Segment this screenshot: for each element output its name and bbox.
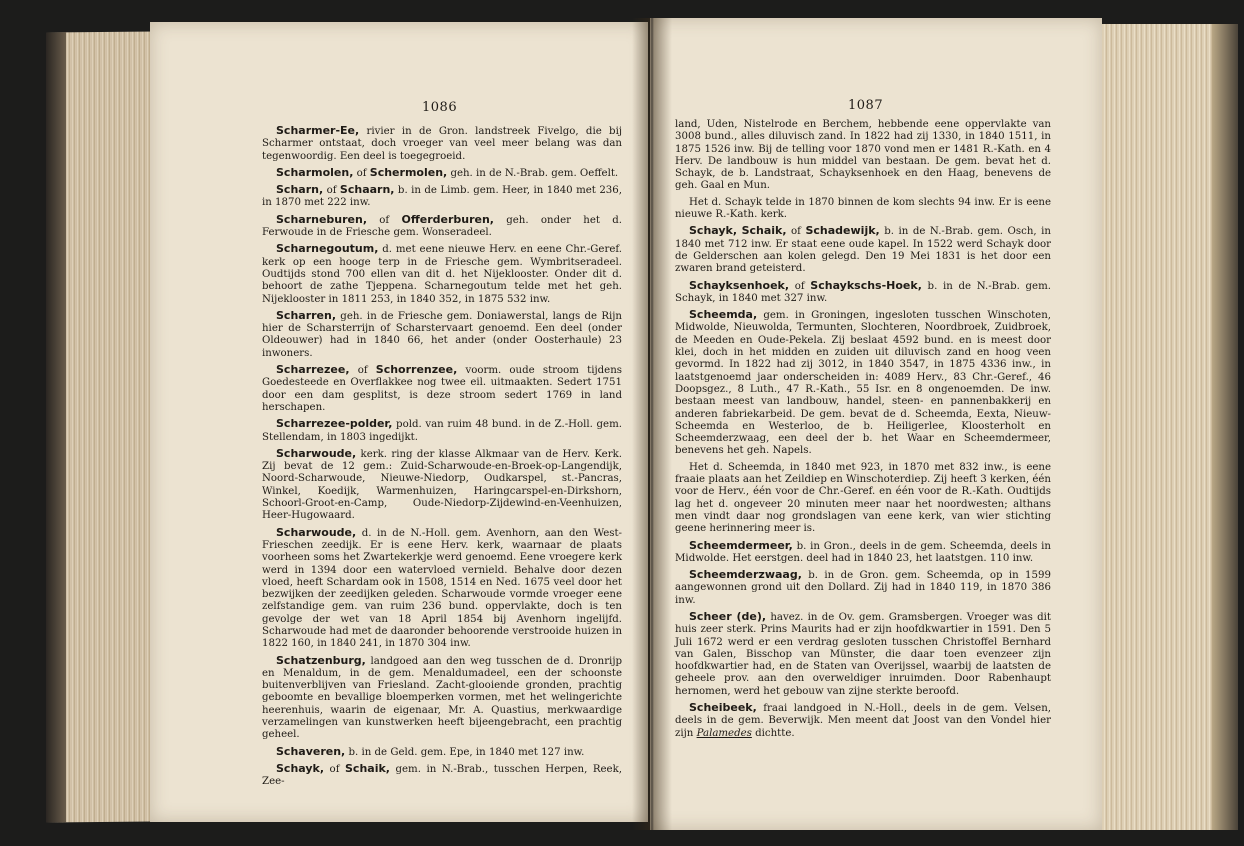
entry-paragraph (675, 197, 1051, 222)
entry-text: landgoed aan den weg tusschen de d. Dronrijp en Menaldum, in de gem. Menaldumadeel, een der schoonste buitenverblijven van Friesland. Zacht-glooiende gronden, prachtig geboomte en bevallige bloemperken vormen, met het welingerichte heerenhuis, waarin de eigenaar, Mr. A. Quastius, merkwaardige verzamelingen van kunstwerken heeft bijeengebracht, een prachtig geheel. (262, 655, 622, 741)
entry (262, 655, 622, 742)
entry-text: of (324, 763, 345, 775)
entry-headword: Scharrezee-polder, (276, 417, 393, 431)
entry-headword-alt: Schermolen, (369, 165, 448, 179)
entry-headword: Scharnegoutum, (276, 242, 379, 256)
entry (262, 746, 622, 759)
entry-headword-alt: Schaarn, (339, 183, 395, 197)
entry-headword: Scheer (de), (689, 609, 767, 623)
entry (675, 611, 1051, 698)
entry-text: d. met eene nieuwe Herv. en eene Chr.-Geref. kerk op een hooge terp in de Friesche gem. Wymbritseradeel. Oudtijds stond 700 ellen van dit d. het Nijeklooster. Onder dit d. behoort de zathe Tjeppena. Scharnegoutum telde met het geh. Nijeklooster in 1811 253, in 1840 352, in 1875 532 inw. (262, 244, 622, 305)
text-column (675, 119, 1051, 744)
page-edges-right (1098, 24, 1238, 830)
entry (675, 569, 1051, 607)
entry-text: dichtte. (751, 727, 795, 739)
entry-headword: Schayk, (689, 224, 738, 238)
entry-headword: Schayk, (276, 761, 325, 775)
entry-headword: Scheemda, (689, 308, 758, 322)
entry-text: gem. in Groningen, ingesloten tusschen Winschoten, Midwolde, Nieuwolda, Termunten, Slochteren, Noordbroek, Zuidbroek, de Meeden en Oude-Pekela. Zij beslaat 4592 bund. en is meest door klei, doch in het midden en zuiden uit diluvisch zand en hoog veen gevormd. In 1822 had zij 3012, in 1840 3547, in 1875 4336 inw., in laatstgenoemd jaar onderscheiden in: 4089 Herv., 83 Chr.-Geref., 46 Doopsgez., 8 Luth., 47 R.-Kath., 55 Isr. en 8 ongenoemden. De inw. bestaan meest van landbouw, handel, steen- en pannenbakkerij en anderen fabriekarbeid. De gem. bevat de d. Scheemda, Eexta, Nieuw-Scheemda en Westerloo, de b. Heiligerlee, Kloosterholt en Scheemderzwaag, een deel der b. het Waar en Scheemdermeer, benevens het geh. Napels. (675, 310, 1051, 457)
entry (675, 280, 1051, 306)
entry-continuation (675, 119, 1051, 193)
entry-text: b. in de N.-Brab. gem. Schayk, in 1840 met 327 inw. (675, 280, 1051, 304)
entry-text: land, Uden, Nistelrode en Berchem, hebbende eene oppervlakte van 3008 bund., alles diluvisch zand. In 1822 had zij 1330, in 1840 1511, in 1875 1526 inw. Bij de telling voor 1870 vond men er 1481 R.-Kath. en 4 Herv. De landbouw is hun middel van bestaan. De gem. bevat het d. Schayk, de b. Landstraat, Schayksenhoek en den Haag, benevens de geh. Gaal en Mun. (675, 119, 1051, 192)
entry (262, 448, 622, 523)
entry-text: Het d. Scheemda, in 1840 met 923, in 1870 met 832 inw., is eene fraaie plaats aan het Zeildiep en Winschoterdiep. Zij heeft 3 kerken, één voor de Herv., één voor de Chr.-Geref. en één voor de R.-Kath. Oudtijds lag het d. ongeveer 20 minuten meer naar het noordwesten; althans men vindt daar nog grondslagen van eene kerk, van wier stichting geene herinnering meer is. (675, 461, 1051, 535)
entry-headword: Scharmer-Ee, (276, 124, 360, 137)
entry (675, 702, 1051, 740)
entry-headword-alt: Offerderburen, (401, 212, 494, 226)
cover-shadow (46, 32, 66, 822)
entry-text: of (349, 365, 376, 377)
entry-text: b. in Gron., deels in de gem. Scheemda, deels in Midwolde. Het eerstgen. deel had in 1840 23, het laatstgen. 110 inw. (675, 540, 1051, 564)
entry-paragraph (675, 462, 1051, 536)
entry-headword-alt: Schadewijk, (805, 224, 880, 238)
text-column (262, 125, 622, 793)
entry-headword: Scharmolen, (276, 165, 354, 179)
left-page (150, 22, 648, 822)
work-title: Palamedes (696, 727, 752, 739)
entry (675, 309, 1051, 458)
entry (262, 214, 622, 240)
entry-headword: Scharren, (276, 308, 337, 322)
cover-shadow (1212, 24, 1238, 830)
entry-text: geh. in de Friesche gem. Doniawerstal, langs de Rijn hier de Scharsterrijn of Scharstervaart genoemd. Een deel (onder Oldeouwer) had in 1840 66, het ander (onder Oosterhaule) 23 inwoners. (262, 310, 622, 359)
entry (262, 763, 622, 789)
entry-text: b. in de N.-Brab. gem. Osch, in 1840 met 712 inw. Er staat eene oude kapel. In 1522 werd Schayk door de Gelderschen aan kolen gelegd. Den 19 Mei 1831 is het door een zwaren brand geteisterd. (675, 226, 1051, 275)
entry-headword: Scheemderzwaag, (689, 568, 802, 582)
entry (262, 364, 622, 414)
entry-text: geh. in de N.-Brab. gem. Oeffelt. (447, 167, 619, 179)
entry-headword: Scharrezee, (276, 363, 350, 377)
entry-headword: Schayksenhoek, (689, 278, 790, 292)
entry (675, 540, 1051, 566)
entry (262, 184, 622, 210)
page-edges-left (46, 32, 156, 823)
entry-text: of (323, 185, 340, 197)
entry-text: b. in de Geld. gem. Epe, in 1840 met 127 inw. (345, 746, 585, 758)
right-page (650, 18, 1102, 830)
entry-headword: Schatzenburg, (276, 653, 366, 667)
entry-headword: Scheemdermeer, (689, 538, 793, 552)
entry-headword-alt: Schaik, (741, 224, 787, 238)
entry-headword: Schaveren, (276, 744, 346, 758)
entry-text: rivier in de Gron. landstreek Fivelgo, die bij Scharmer ontstaat, doch vroeger van veel meer belang was dan tegenwoordig. Een deel is toegegroeid. (262, 126, 622, 162)
page-number: 1086 (422, 100, 458, 115)
entry-text: voorm. oude stroom tijdens Goedesteede en Overflakkee nog twee eil. uitmaakten. Sedert 1751 door een dam gesplitst, is deze stroom sedert 1769 in land herschapen. (262, 365, 622, 413)
page-number: 1087 (848, 98, 884, 113)
entry-headword: Scharwoude, (276, 525, 357, 539)
entry-headword-alt: Schaykschs-Hoek, (810, 278, 922, 292)
entry-text: gem. in N.-Brab., tusschen Herpen, Reek, Zee- (262, 763, 623, 788)
entry-text: of (786, 226, 806, 238)
entry-headword-alt: Schorrenzee, (375, 363, 458, 377)
entry (262, 125, 622, 163)
entry-text: b. in de Gron. gem. Scheemda, op in 1599 aangewonnen grond uit den Dollard. Zij had in 1840 119, in 1870 386 inw. (675, 570, 1051, 606)
entry-headword: Scharn, (276, 183, 324, 197)
entry (262, 243, 622, 305)
entry-text: havez. in de Ov. gem. Gramsbergen. Vroeger was dit huis zeer sterk. Prins Maurits had er zijn hoofdkwartier in 1591. Den 5 Juli 1672 werd er een verdrag gesloten tusschen Christoffel Bernhard van Galen, Bisschop van Münster, die daar toen evenzeer zijn hoofdkwartier had, en de Staten van Overijssel, waarbij de laatsten de geheele prov. aan den overweldiger inruimden. Door Rabenhaupt hernomen, werd het gebouw van zijne sterkte beroofd. (675, 611, 1051, 697)
entry-text: kerk. ring der klasse Alkmaar van de Herv. Kerk. Zij bevat de 12 gem.: Zuid-Scharwoude-en-Broek-op-Langendijk, Noord-Scharwoude, Nieuwe-Niedorp, Oudkarspel, st.-Pancras, Winkel, Koedijk, Warmenhuizen, Haringcarspel-en-Dirkshorn, Schoorl-Groot-en-Camp, Oude-Niedorp-Zijdewind-en-Veenhuizen, Heer-Hugowaard. (262, 448, 622, 522)
entry-headword: Scharwoude, (276, 446, 357, 460)
entry-text: Het d. Schayk telde in 1870 binnen de kom slechts 94 inw. Er is eene nieuwe R.-Kath. kerk. (675, 196, 1051, 221)
entry (262, 418, 622, 444)
entry-text: fraai landgoed in N.-Holl., deels in de gem. Velsen, deels in de gem. Beverwijk. Men meent dat Joost van den Vondel hier zijn (675, 703, 1051, 739)
entry-headword: Scharneburen, (276, 212, 368, 226)
entry-text: geh. onder het d. Ferwoude in de Friesche gem. Wonseradeel. (262, 214, 622, 239)
entry-headword: Scheibeek, (689, 701, 757, 715)
entry-text: pold. van ruim 48 bund. in de Z.-Holl. gem. Stellendam, in 1803 ingedijkt. (262, 419, 622, 443)
entry-text: of (789, 280, 811, 292)
entry-text: of (353, 167, 370, 179)
entry (675, 225, 1051, 275)
entry-text: b. in de Limb. gem. Heer, in 1840 met 236, in 1870 met 222 inw. (262, 185, 622, 209)
book-gutter (632, 18, 672, 830)
entry (262, 167, 622, 180)
entry (262, 310, 622, 360)
entry-text: of (367, 214, 402, 226)
entry-headword-alt: Schaik, (345, 761, 390, 775)
entry-text: d. in de N.-Holl. gem. Avenhorn, aan den West-Frieschen zeedijk. Er is eene Herv. kerk, waarnaar de plaats voorheen soms het Zwartekerkje werd genoemd. Eene vroegere kerk werd in 1394 door een watervloed vernield. Behalve door dezen vloed, heeft Schardam ook in 1508, 1514 en Ned. 1675 veel door het bezwijken der zeedijken geleden. Scharwoude vormde vroeger eene zelfstandige gem. van ruim 236 bund. oppervlakte, doch is ten gevolge der wet van 18 April 1854 bij Avenhorn ingelijfd. Scharwoude had met de daaronder behoorende verstrooide huizen in 1822 160, in 1840 241, in 1870 304 inw. (262, 527, 622, 650)
entry (262, 527, 622, 651)
